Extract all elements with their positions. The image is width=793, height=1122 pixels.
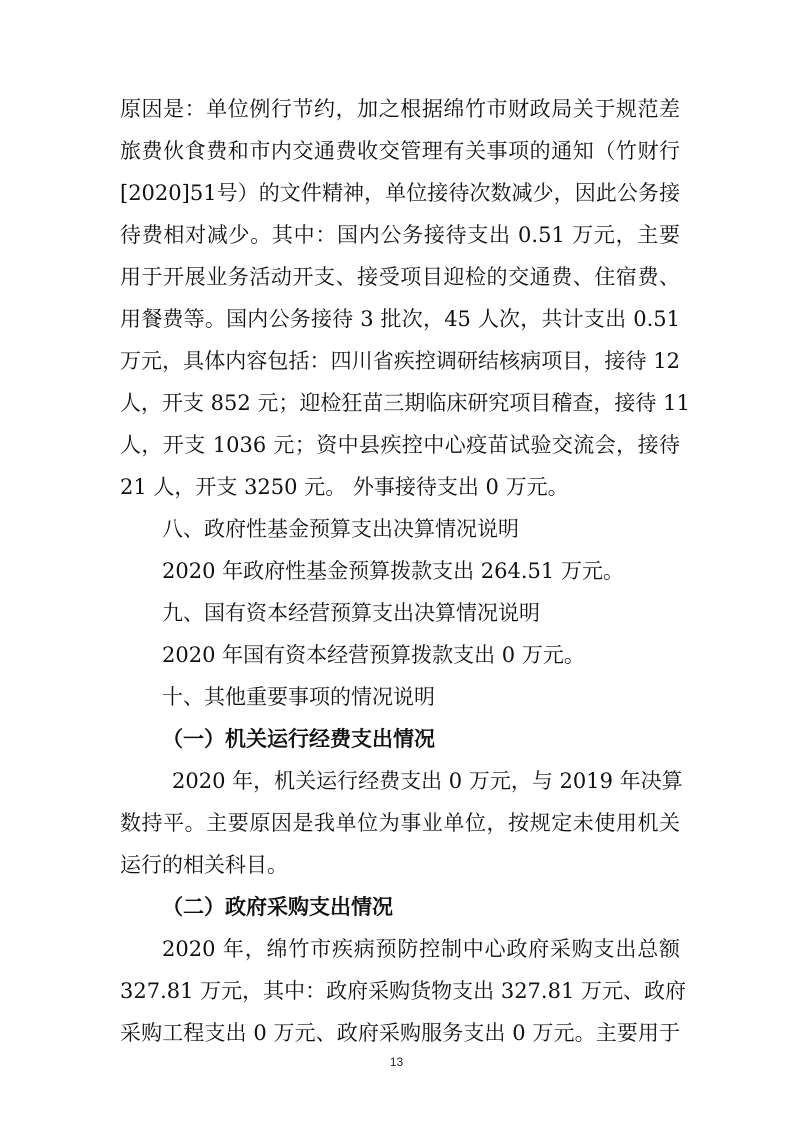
paragraph-line: 用餐费等。国内公务接待 3 批次，45 人次，共计支出 0.51: [120, 307, 680, 331]
page-number: 13: [389, 1055, 404, 1069]
paragraph-line: 2020 年政府性基金预算拨款支出 264.51 万元。: [162, 559, 624, 583]
paragraph-line: 2020 年，绵竹市疾病预防控制中心政府采购支出总额: [162, 937, 680, 961]
paragraph-line: 人，开支 1036 元；资中县疾控中心疫苗试验交流会，接待: [120, 433, 680, 457]
subsection-heading-2: （二）政府采购支出情况: [162, 895, 393, 919]
paragraph-line: 2020 年国有资本经营预算拨款支出 0 万元。: [162, 643, 585, 667]
paragraph-line: 原因是：单位例行节约，加之根据绵竹市财政局关于规范差: [120, 97, 680, 121]
paragraph-line: 数持平。主要原因是我单位为事业单位，按规定未使用机关: [120, 811, 680, 835]
paragraph-line: 运行的相关科目。: [120, 853, 288, 877]
paragraph-line: 万元，具体内容包括：四川省疾控调研结核病项目，接待 12: [120, 349, 680, 373]
paragraph-line: [2020]51号）的文件精神，单位接待次数减少，因此公务接: [120, 181, 680, 205]
paragraph-line: 人，开支 852 元；迎检狂苗三期临床研究项目稽查，接待 11: [120, 391, 690, 415]
section-heading-10: 十、其他重要事项的情况说明: [162, 685, 435, 709]
subsection-heading-1: （一）机关运行经费支出情况: [162, 727, 435, 751]
section-heading-9: 九、国有资本经营预算支出决算情况说明: [162, 601, 540, 625]
paragraph-line: 用于开展业务活动开支、接受项目迎检的交通费、住宿费、: [120, 265, 680, 289]
paragraph-line: 待费相对减少。其中：国内公务接待支出 0.51 万元，主要: [120, 223, 680, 247]
paragraph-line: 旅费伙食费和市内交通费收交管理有关事项的通知（竹财行: [120, 139, 680, 163]
paragraph-line: 采购工程支出 0 万元、政府采购服务支出 0 万元。主要用于: [120, 1021, 680, 1045]
paragraph-line: 21 人，开支 3250 元。 外事接待支出 0 万元。: [120, 475, 569, 499]
section-heading-8: 八、政府性基金预算支出决算情况说明: [162, 517, 519, 541]
paragraph-line: 327.81 万元，其中：政府采购货物支出 327.81 万元、政府: [120, 979, 686, 1003]
paragraph-line: 2020 年，机关运行经费支出 0 万元，与 2019 年决算: [172, 769, 683, 793]
